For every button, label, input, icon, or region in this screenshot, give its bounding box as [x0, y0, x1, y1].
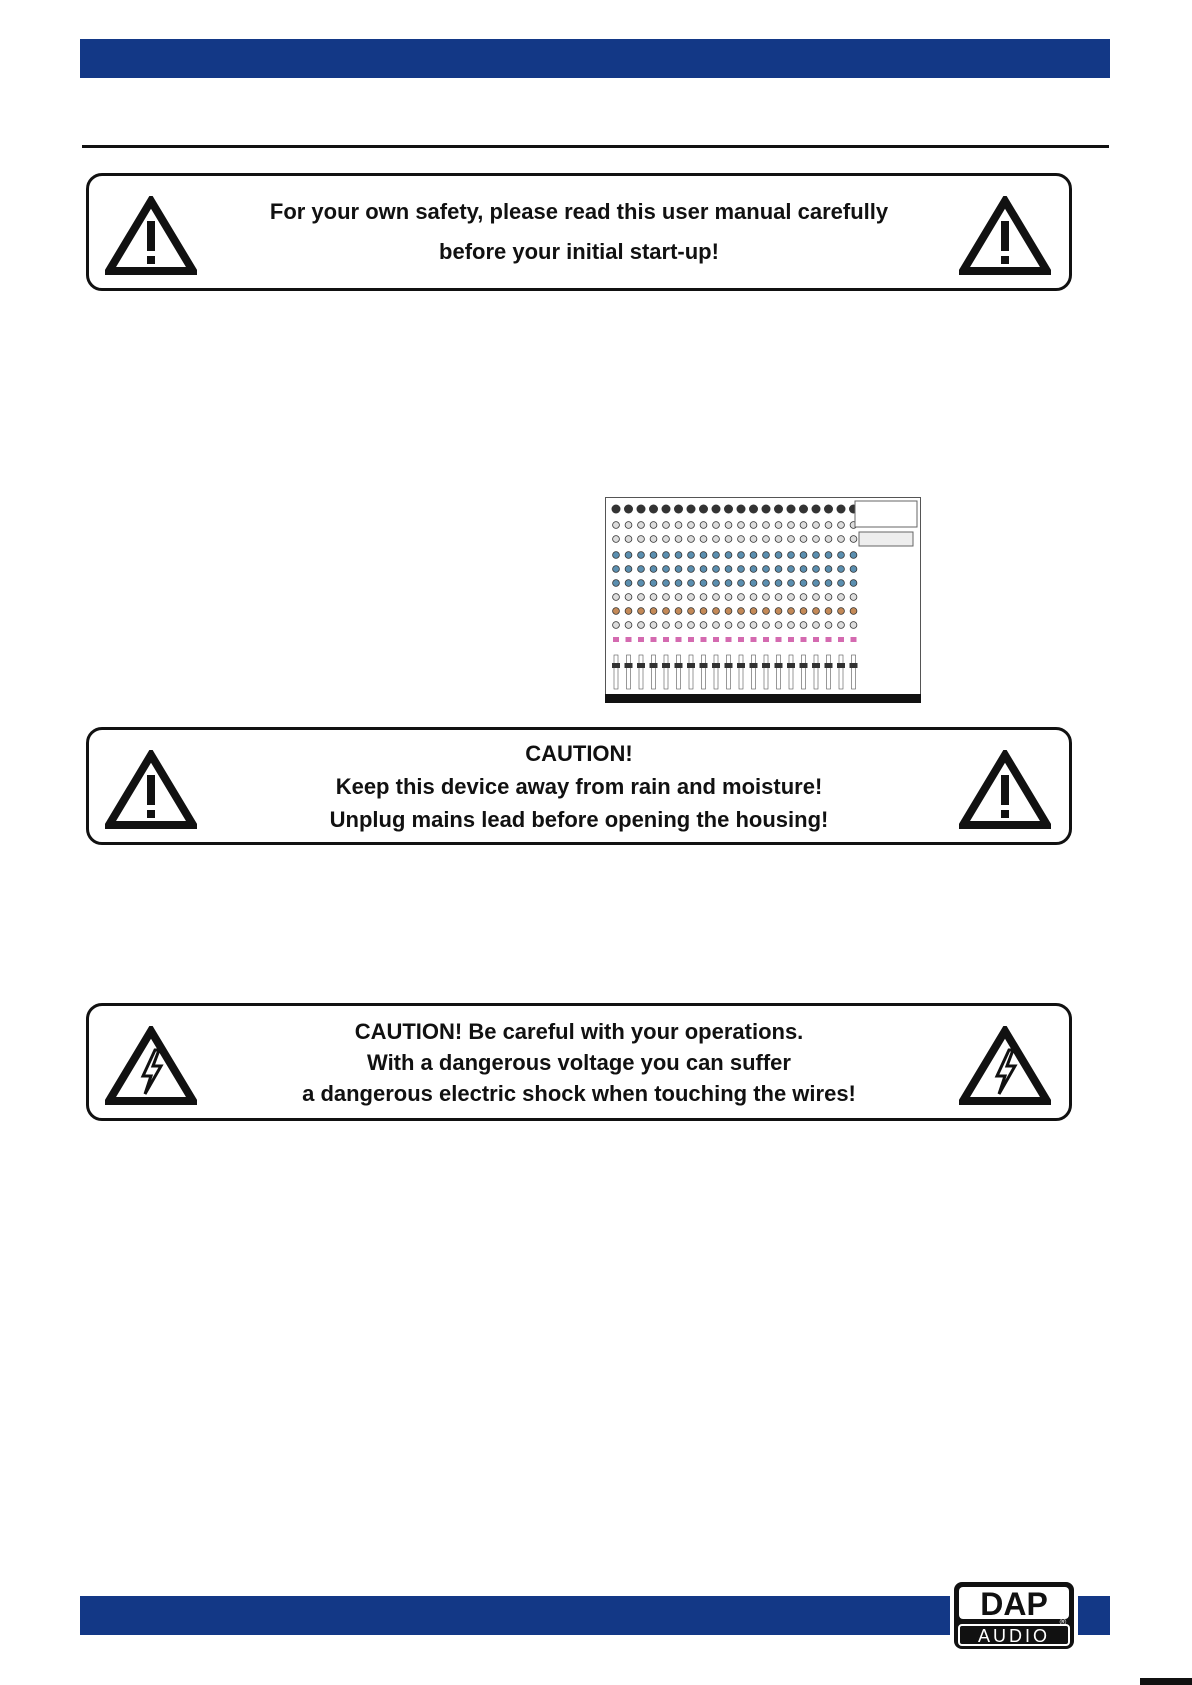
- page-corner-mark: [1140, 1678, 1192, 1685]
- logo-dap-text: DAP: [980, 1586, 1048, 1622]
- header-band: [80, 39, 1110, 78]
- caution-moisture-box: [86, 727, 1072, 845]
- notice-line-1: For your own safety, please read this user manual carefully: [269, 199, 889, 224]
- safety-notice-box: [86, 173, 1072, 291]
- mixer-console-image: [605, 497, 921, 703]
- shock-line-1: CAUTION! Be careful with your operations.: [354, 1018, 804, 1044]
- dap-audio-logo: [950, 1578, 1078, 1653]
- warning-triangle-icon: [105, 196, 197, 276]
- shock-line-3: a dangerous electric shock when touching the wires!: [302, 1080, 856, 1106]
- lightning-triangle-icon: [959, 1026, 1051, 1106]
- notice-line-2: before your initial start-up!: [439, 239, 719, 264]
- caution-line-2: Keep this device away from rain and moisture!: [335, 773, 823, 799]
- warning-triangle-icon: [105, 750, 197, 830]
- caution-line-3: Unplug mains lead before opening the housing!: [329, 806, 829, 832]
- electric-shock-box: [86, 1003, 1072, 1121]
- header-rule: [82, 145, 1109, 148]
- logo-registered-mark: ®: [1059, 1617, 1067, 1627]
- shock-line-2: With a dangerous voltage you can suffer: [367, 1049, 791, 1075]
- logo-audio-text: AUDIO: [977, 1626, 1051, 1646]
- caution-title: CAUTION!: [525, 740, 633, 766]
- warning-triangle-icon: [959, 750, 1051, 830]
- warning-triangle-icon: [959, 196, 1051, 276]
- lightning-triangle-icon: [105, 1026, 197, 1106]
